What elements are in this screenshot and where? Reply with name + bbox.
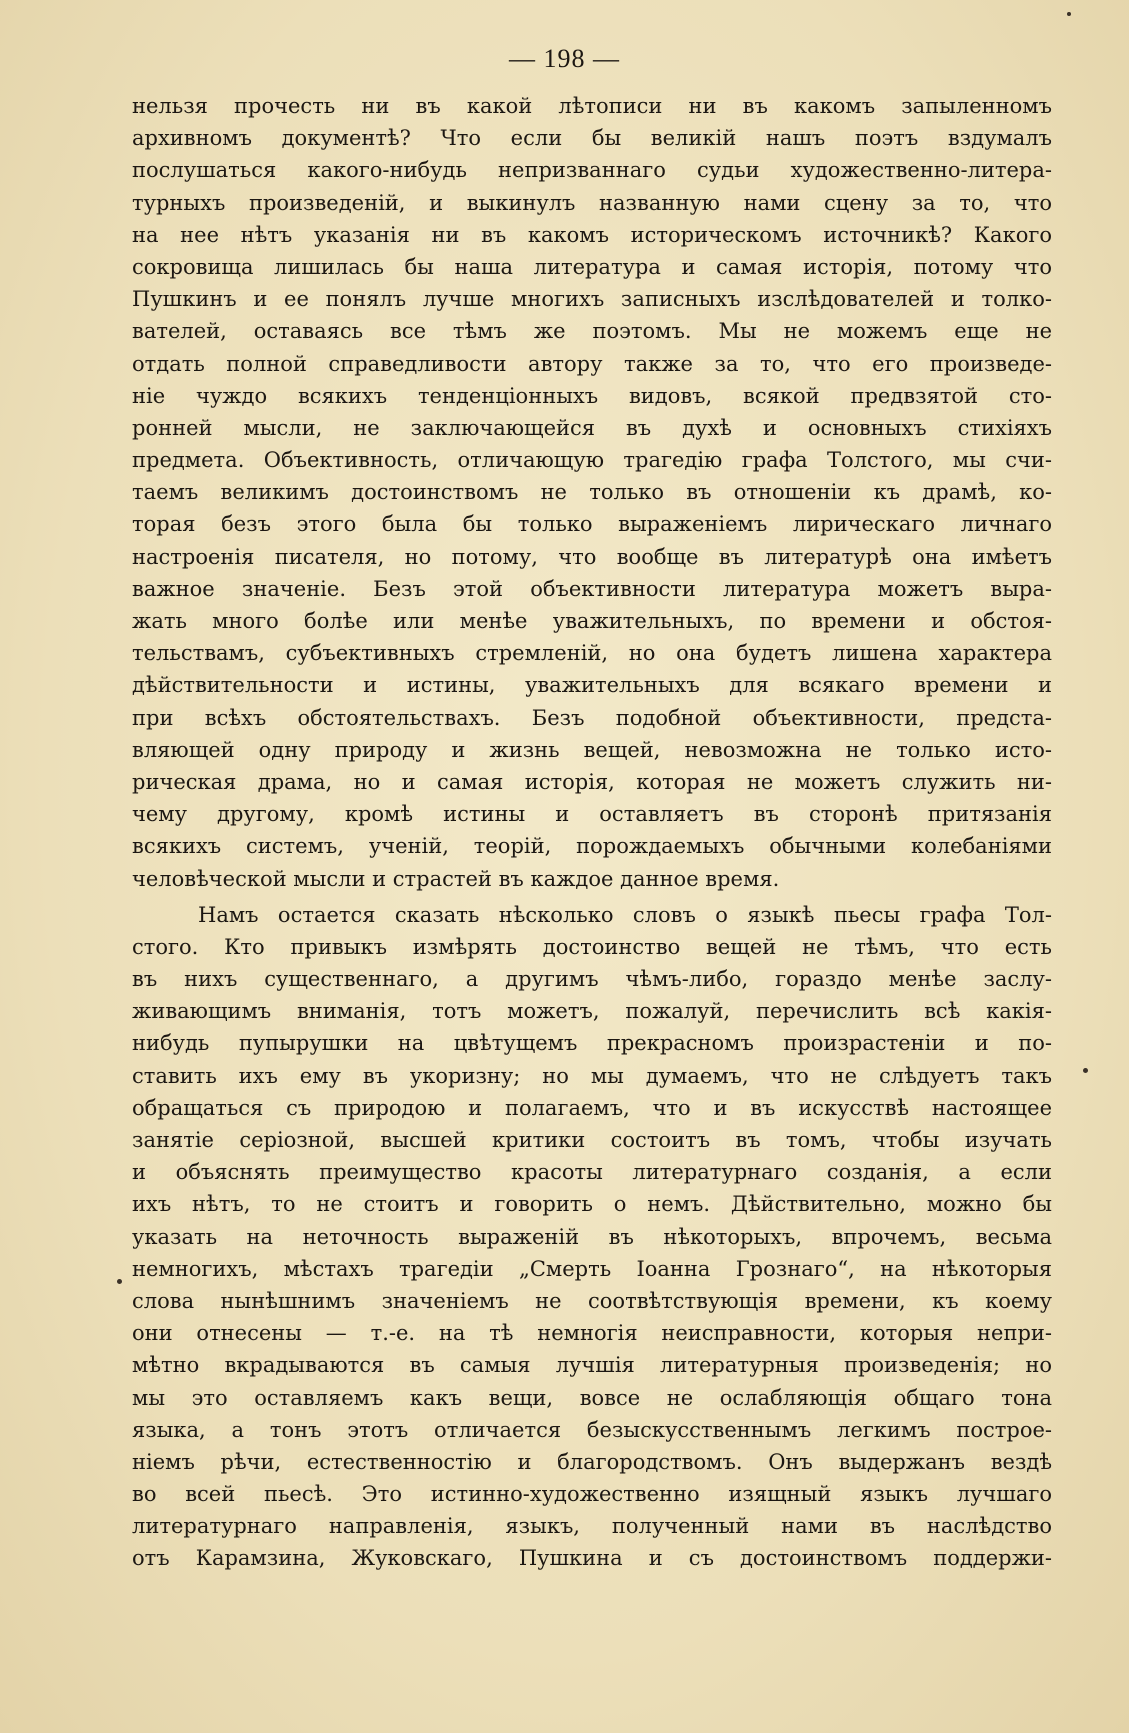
text-line: торая безъ этого была бы только выраженіемъ лирическаго личнаго	[132, 512, 1052, 537]
ink-speck	[117, 1279, 122, 1284]
text-line: нельзя прочесть ни въ какой лѣтописи ни въ какомъ запыленномъ	[132, 94, 1052, 118]
text-line: при всѣхъ обстоятельствахъ. Безъ подобной объективности, предста-	[132, 705, 1052, 730]
text-line: слова нынѣшнимъ значеніемъ не соотвѣтствующія времени, къ коему	[132, 1288, 1052, 1313]
text-line: литературнаго направленія, языкъ, полученный нами въ наслѣдство	[132, 1514, 1052, 1539]
text-line: ніемъ рѣчи, естественностію и благородствомъ. Онъ выдержанъ вездѣ	[132, 1449, 1052, 1474]
text-line: языка, а тонъ этотъ отличается безыскусственнымъ легкимъ построе-	[132, 1417, 1052, 1442]
text-line: во всей пьесѣ. Это истинно-художественно изящный языкъ лучшаго	[132, 1482, 1052, 1507]
text-line: нибудь пупырушки на цвѣтущемъ прекрасномъ произрастеніи и по-	[132, 1031, 1052, 1056]
paragraph-continuation	[132, 90, 1052, 895]
text-line: дѣйствительности и истины, уважительныхъ для всякаго времени и	[132, 673, 1052, 698]
text-line: стого. Кто привыкъ измѣрять достоинство вещей не тѣмъ, что есть	[132, 934, 1052, 959]
text-line: мы это оставляемъ какъ вещи, вовсе не ослабляющія общаго тона	[132, 1385, 1052, 1410]
text-line: настроенія писателя, но потому, что вообще въ литературѣ она имѣетъ	[132, 544, 1052, 569]
text-line: жать много болѣе или менѣе уважительныхъ, по времени и обстоя-	[132, 609, 1052, 633]
text-line: отъ Карамзина, Жуковскаго, Пушкина и съ достоинствомъ поддержи-	[132, 1546, 1052, 1571]
text-line: въ нихъ существеннаго, а другимъ чѣмъ-либо, гораздо менѣе заслу-	[132, 967, 1052, 992]
text-line: сокровища лишилась бы наша литература и самая исторія, потому что	[132, 254, 1052, 279]
text-line: всякихъ системъ, ученій, теорій, порождаемыхъ обычными колебаніями	[132, 834, 1052, 859]
paragraph-language	[132, 899, 1052, 1575]
text-line: немногихъ, мѣстахъ трагедіи „Смерть Іоанна Грознаго“, на нѣкоторыя	[132, 1256, 1052, 1281]
body-text	[132, 90, 1052, 1575]
text-line: обращаться съ природою и полагаемъ, что и въ искусствѣ настоящее	[132, 1095, 1052, 1120]
text-line: Намъ остается сказать нѣсколько словъ о языкѣ пьесы графа Тол-	[198, 902, 1052, 927]
text-line: на нее нѣтъ указанія ни въ какомъ историческомъ источникѣ? Какого	[132, 222, 1052, 247]
text-line: тельствамъ, субъективныхъ стремленій, но она будетъ лишена характера	[132, 641, 1052, 666]
text-line: мѣтно вкрадываются въ самыя лучшія литературныя произведенія; но	[132, 1353, 1052, 1378]
text-line: ставить ихъ ему въ укоризну; но мы думаемъ, что не слѣдуетъ такъ	[132, 1063, 1052, 1088]
text-line: человѣческой мысли и страстей въ каждое данное время.	[132, 866, 780, 891]
text-line: они отнесены — т.-е. на тѣ немногія неисправности, которыя непри-	[132, 1321, 1052, 1346]
text-line: отдать полной справедливости автору также за то, что его произведе-	[132, 351, 1052, 376]
text-line: живающимъ вниманія, тотъ можетъ, пожалуй, перечислить всѣ какія-	[132, 999, 1052, 1024]
text-line: ронней мысли, не заключающейся въ духѣ и основныхъ стихіяхъ	[132, 415, 1052, 440]
text-line: таемъ великимъ достоинствомъ не только въ отношеніи къ драмѣ, ко-	[132, 480, 1052, 505]
ink-speck	[1083, 1068, 1088, 1073]
page-number: — 198 —	[509, 44, 620, 73]
text-line: занятіе серіозной, высшей критики состоитъ въ томъ, чтобы изучать	[132, 1128, 1052, 1152]
text-line: ихъ нѣтъ, то не стоитъ и говорить о немъ. Дѣйствительно, можно бы	[132, 1192, 1052, 1217]
text-line: вляющей одну природу и жизнь вещей, невозможна не только исто-	[132, 737, 1052, 762]
text-line: чему другому, кромѣ истины и оставляетъ въ сторонѣ притязанія	[132, 802, 1052, 827]
text-line: ніе чуждо всякихъ тенденціонныхъ видовъ, всякой предвзятой сто-	[132, 383, 1052, 408]
text-line: вателей, оставаясь все тѣмъ же поэтомъ. Мы не можемъ еще не	[132, 319, 1052, 344]
text-line: Пушкинъ и ее понялъ лучше многихъ записныхъ изслѣдователей и толко-	[132, 287, 1052, 312]
text-line: важное значеніе. Безъ этой объективности литература можетъ выра-	[132, 576, 1052, 601]
text-line: указать на неточность выраженій въ нѣкоторыхъ, впрочемъ, весьма	[132, 1224, 1052, 1249]
text-line: рическая драма, но и самая исторія, которая не можетъ служить ни-	[132, 769, 1052, 794]
text-line: послушаться какого-нибудь непризваннаго судьи художественно-литера-	[132, 158, 1052, 183]
text-line: предмета. Объективность, отличающую трагедію графа Толстого, мы счи-	[132, 448, 1052, 473]
text-line: архивномъ документѣ? Что если бы великій нашъ поэтъ вздумалъ	[132, 126, 1052, 151]
text-line: и объяснять преимущество красоты литературнаго созданія, а если	[132, 1160, 1052, 1185]
text-line: турныхъ произведеній, и выкинулъ названную нами сцену за то, что	[132, 190, 1052, 215]
ink-speck	[1067, 12, 1071, 16]
